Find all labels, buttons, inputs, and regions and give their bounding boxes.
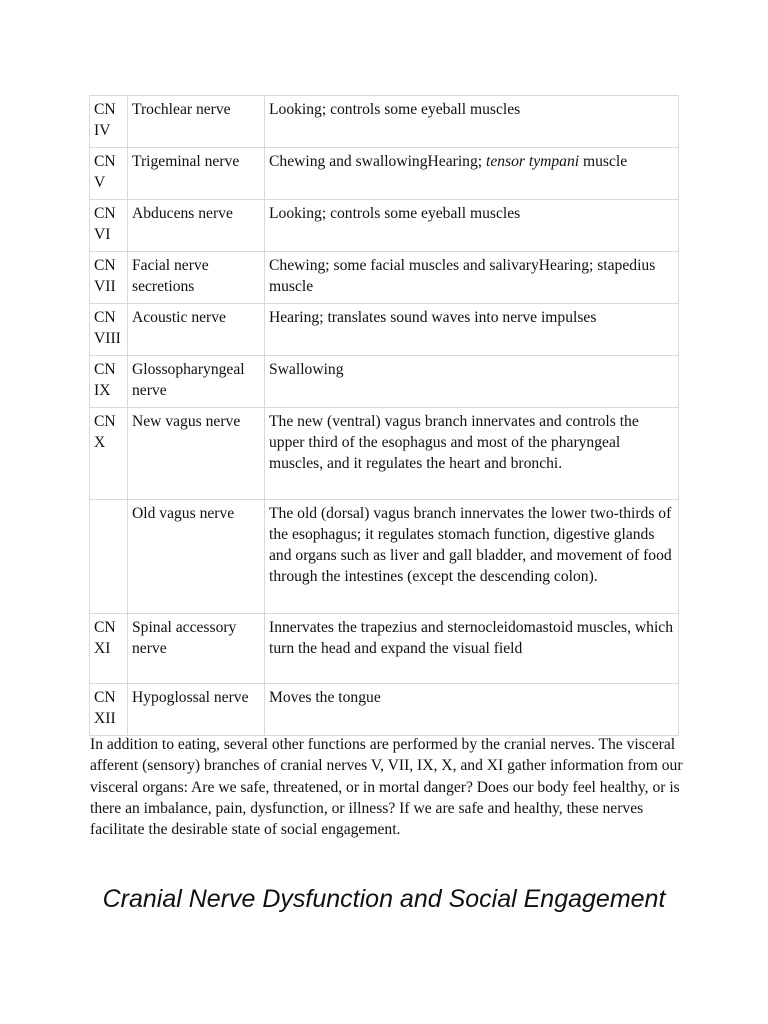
table-row [90,96,679,148]
cn-cell: CN VI [90,200,128,252]
function-cell: Looking; controls some eyeball muscles [265,96,679,148]
function-cell: Innervates the trapezius and sternocleidomastoid muscles, which turn the head and expand the visual field [265,614,679,684]
function-text-after: muscle [579,153,628,170]
cn-cell: CN X [90,408,128,500]
cn-cell: CN IV [90,96,128,148]
nerve-name-cell: Hypoglossal nerve [128,684,265,736]
cn-cell: CN VIII [90,304,128,356]
section-heading: Cranial Nerve Dysfunction and Social Engagement [102,885,666,913]
cn-cell [90,500,128,614]
function-cell: Swallowing [265,356,679,408]
cn-cell: CN VII [90,252,128,304]
nerve-name-cell: Acoustic nerve [128,304,265,356]
cn-cell: CN XI [90,614,128,684]
cn-cell: CN IX [90,356,128,408]
nerve-name-cell: New vagus nerve [128,408,265,500]
nerve-name-cell: Trochlear nerve [128,96,265,148]
nerve-name-cell: Trigeminal nerve [128,148,265,200]
function-cell: Moves the tongue [265,684,679,736]
nerve-name-cell: Spinal accessory nerve [128,614,265,684]
nerve-name-cell: Abducens nerve [128,200,265,252]
function-cell [265,148,679,200]
table-row [90,200,679,252]
nerve-name-cell: Glossopharyngeal nerve [128,356,265,408]
table-row [90,408,679,500]
function-cell: Hearing; translates sound waves into nerve impulses [265,304,679,356]
table-row [90,614,679,684]
function-italic-text: tensor tympani [485,153,580,170]
table-row [90,500,679,614]
function-text: Chewing and swallowingHearing; [269,153,486,170]
table-row [90,148,679,200]
table-row [90,252,679,304]
table-row [90,684,679,736]
nerve-name-cell: Facial nerve secretions [128,252,265,304]
cranial-nerves-table [89,95,679,736]
table-row [90,356,679,408]
body-paragraph: In addition to eating, several other functions are performed by the cranial nerves. The visceral afferent (sensory) branches of cranial nerves V, VII, IX, X, and XI gather information from our visceral organs: Are we safe, threatened, or in mortal danger? Does our body feel healthy, or is there an imbalance, pain, dysfunction, or illness? If we are safe and healthy, these nerves facilitate the desirable state of social engagement. [90,736,683,839]
cn-cell: CN XII [90,684,128,736]
nerve-name-cell: Old vagus nerve [128,500,265,614]
function-cell: Chewing; some facial muscles and salivaryHearing; stapedius muscle [265,252,679,304]
function-cell: Looking; controls some eyeball muscles [265,200,679,252]
function-cell: The new (ventral) vagus branch innervates and controls the upper third of the esophagus and most of the pharyngeal muscles, and it regulates the heart and bronchi. [265,408,679,500]
cn-cell: CN V [90,148,128,200]
function-cell: The old (dorsal) vagus branch innervates the lower two-thirds of the esophagus; it regulates stomach function, digestive glands and organs such as liver and gall bladder, and movement of food through the intestines (except the descending colon). [265,500,679,614]
table-row [90,304,679,356]
